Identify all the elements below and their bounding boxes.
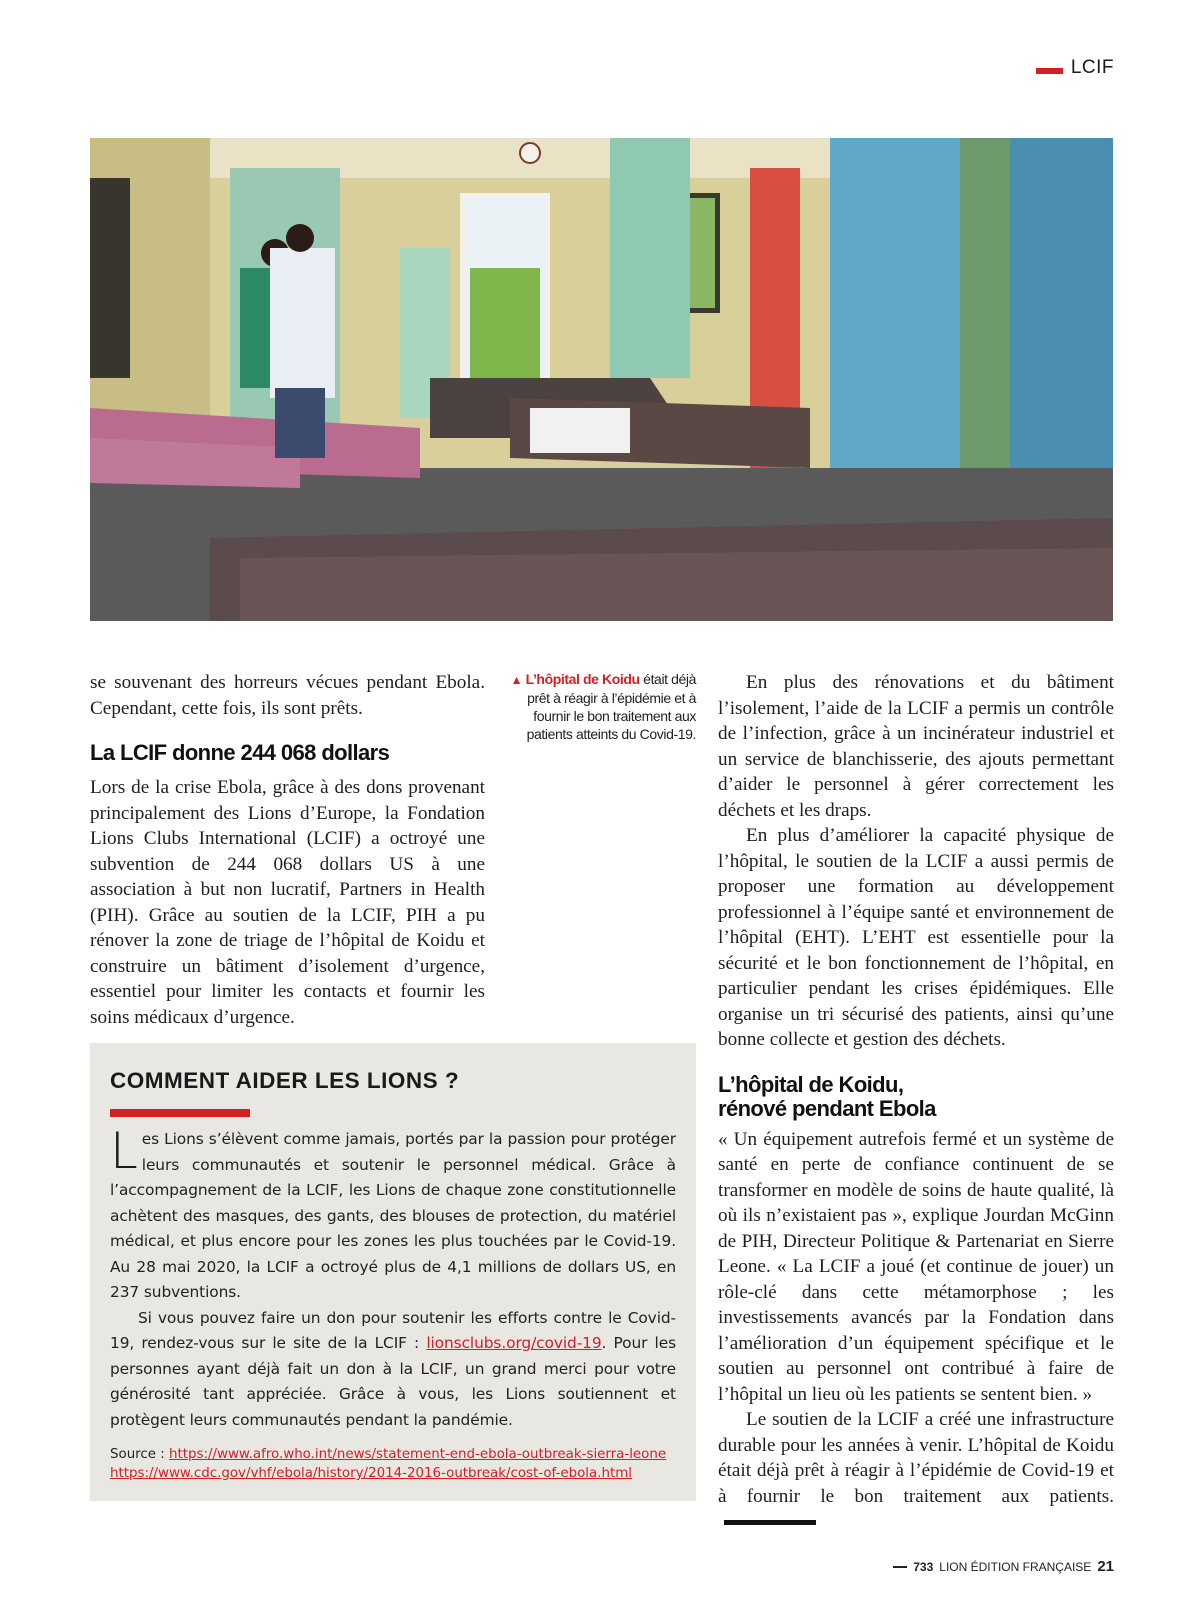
sidebar-paragraph-2-before: Si vous pouvez faire un don pour soutenir les efforts contre le Covid-19, rendez-vous sur le site de la LCIF : xyxy=(110,1308,676,1352)
sidebar-paragraph-2 xyxy=(110,1306,676,1434)
subhead-line-1: L’hôpital de Koidu, xyxy=(718,1071,904,1097)
page-footer xyxy=(893,1558,1114,1575)
subhead-lcif-donation: La LCIF donne 244 068 dollars xyxy=(90,740,390,765)
right-paragraph-3: « Un équipement autrefois fermé et un système de santé en perte de confiance continuent de se transformer en modèle de soins de haute qualité, là où ils n’existaient pas », explique Jourdan McGinn de PIH, Directeur Politique & Partenariat en Sierre Leone. « La LCIF a joué (et continue de jouer) un rôle-clé dans cette métamorphose ; les investissements avancés par la Fondation dans l’amélioration d’un équipement spécifique et le soutien au personnel ont contribué à faire de l’hôpital un lieu où les patients se sentent bien. » xyxy=(718,1128,1114,1405)
how-to-help-sidebar xyxy=(90,1043,696,1501)
photo-caption xyxy=(490,670,696,743)
publication-name: LION ÉDITION FRANÇAISE xyxy=(939,1560,1092,1574)
sources xyxy=(110,1445,676,1483)
sidebar-dropcap: L xyxy=(110,1122,138,1180)
sidebar-paragraph-1-text: es Lions s’élèvent comme jamais, portés par la passion pour protéger leurs communautés et soutenir le personnel médical. Grâce à l’accompagnement de la LCIF, les Lions de chaque zone constitutionnelle achètent des masques, des gants, des blouses de protection, du matériel médical, et plus encore pour les zones les plus touchées par le Covid-19. Au 28 mai 2020, la LCIF a octroyé plus de 4,1 millions de dollars US, en 237 subventions. xyxy=(110,1130,676,1301)
photo-illustration xyxy=(90,138,1113,621)
caption-lead: L’hôpital de Koidu xyxy=(525,671,640,687)
hospital-ward-photo xyxy=(90,138,1113,621)
page-number: 21 xyxy=(1097,1558,1114,1575)
caption-triangle-icon: ▲ xyxy=(510,673,523,687)
right-paragraph-2: En plus d’améliorer la capacité physique de l’hôpital, le soutien de la LCIF a aussi permis de proposer une formation au développement professionnel à l’équipe santé et environnement de l’hôpital (EHT). L’EHT est essentielle pour la sécurité et le bon fonctionnement de l’hôpital, en particulier pendant les crises épidémiques. Elle organise un tri sécurisé des patients, ainsi qu’une bonne collecte et gestion des déchets. xyxy=(718,825,1114,1050)
caption-text: était déjà prêt à réagir à l’épidémie et à fournir le bon traitement aux patients atteints du Covid-19. xyxy=(526,671,696,742)
source-label: Source : xyxy=(110,1447,170,1462)
right-paragraph-4-text: Le soutien de la LCIF a créé une infrastructure durable pour les années à venir. L’hôpital de Koidu était déjà prêt à réagir à l’épidémie de Covid-19 et à fournir le bon traitement aux patients. xyxy=(718,1409,1114,1507)
sidebar-paragraph-2-after: . Pour les personnes ayant déjà fait un don à la LCIF, un grand merci pour votre générosité tant appréciée. Grâce à vous, les Lions soutiennent et protègent leurs communautés pendant la pandémie. xyxy=(110,1334,676,1429)
source-link-who[interactable]: https://www.afro.who.int/news/statement-end-ebola-outbreak-sierra-leone xyxy=(169,1447,667,1462)
right-paragraph-4 xyxy=(718,1407,1114,1535)
source-link-cdc[interactable]: https://www.cdc.gov/vhf/ebola/history/2014-2016-outbreak/cost-of-ebola.html xyxy=(110,1466,632,1481)
covid-donation-link[interactable]: lionsclubs.org/covid-19 xyxy=(426,1334,602,1352)
section-tag xyxy=(1036,57,1114,79)
section-tag-bar xyxy=(1036,68,1063,74)
sidebar-title: COMMENT AIDER LES LIONS ? xyxy=(110,1068,460,1093)
subhead-line-2: rénové pendant Ebola xyxy=(718,1095,936,1121)
issue-number: 733 xyxy=(913,1560,934,1574)
subhead-koidu-hospital xyxy=(718,1073,1114,1121)
sidebar-paragraph-1 xyxy=(110,1122,676,1306)
section-tag-label: LCIF xyxy=(1070,57,1114,78)
left-column xyxy=(90,670,485,1030)
sidebar-body xyxy=(110,1122,676,1433)
right-paragraph-1: En plus des rénovations et du bâtiment l’isolement, l’aide de la LCIF a permis un contrôle de l’infection, grâce à un incinérateur industriel et un service de blanchisserie, des ajouts permettant d’aider le personnel à gérer correctement les déchets et les draps. xyxy=(718,672,1114,821)
end-of-article-rule xyxy=(724,1520,816,1525)
sidebar-title-bar xyxy=(110,1109,250,1117)
right-column xyxy=(718,670,1114,1535)
footer-dash xyxy=(893,1566,907,1568)
left-body-paragraph: Lors de la crise Ebola, grâce à des dons provenant principalement des Lions d’Europe, la Fondation Lions Clubs International (LCIF) a octroyé une subvention de 244 068 dollars US à une association à but non lucratif, Partners in Health (PIH). Grâce au soutien de la LCIF, PIH a pu rénover la zone de triage de l’hôpital de Koidu et construire un bâtiment d’isolement d’urgence, essentiel pour limiter les contacts et fournir les soins médicaux d’urgence. xyxy=(90,777,485,1028)
left-intro-paragraph: se souvenant des horreurs vécues pendant Ebola. Cependant, cette fois, ils sont prêts. xyxy=(90,672,485,719)
